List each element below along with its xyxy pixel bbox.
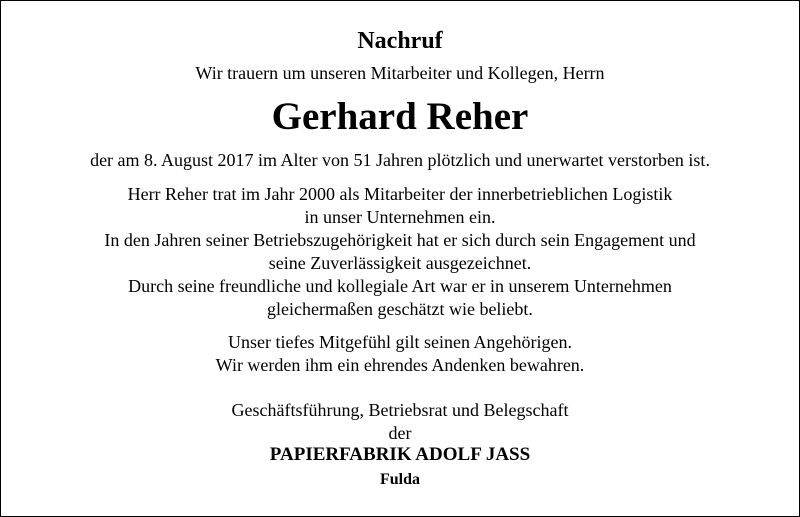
- signoff-line: der: [388, 423, 412, 443]
- intro-line: Wir trauern um unseren Mitarbeiter und Kollegen, Herrn: [195, 63, 605, 83]
- paragraph-line: In den Jahren seiner Betriebszugehörigkeit hat er sich durch sein Engagement und: [104, 230, 696, 250]
- paragraph-line: Durch seine freundliche und kollegiale Art war er in unserem Unternehmen: [128, 276, 672, 296]
- signoff-line: Geschäftsführung, Betriebsrat und Belegschaft: [231, 400, 569, 420]
- paragraph-line: gleichermaßen geschätzt wie beliebt.: [267, 299, 533, 319]
- paragraph-line: seine Zuverlässigkeit ausgezeichnet.: [268, 253, 532, 273]
- company-name: PAPIERFABRIK ADOLF JASS: [269, 444, 531, 465]
- condolence-line: Wir werden ihm ein ehrendes Andenken bewahren.: [215, 355, 585, 375]
- condolence-line: Unser tiefes Mitgefühl gilt seinen Angehörigen.: [228, 332, 572, 352]
- death-announcement: der am 8. August 2017 im Alter von 51 Jahren plötzlich und unerwartet verstorben ist.: [90, 150, 710, 170]
- paragraph-line: Herr Reher trat im Jahr 2000 als Mitarbeiter der innerbetrieblichen Logistik: [127, 184, 673, 204]
- paragraph-line: in unser Unternehmen ein.: [304, 207, 496, 227]
- deceased-name: Gerhard Reher: [271, 95, 529, 138]
- company-city: Fulda: [379, 471, 420, 488]
- notice-heading: Nachruf: [357, 28, 443, 54]
